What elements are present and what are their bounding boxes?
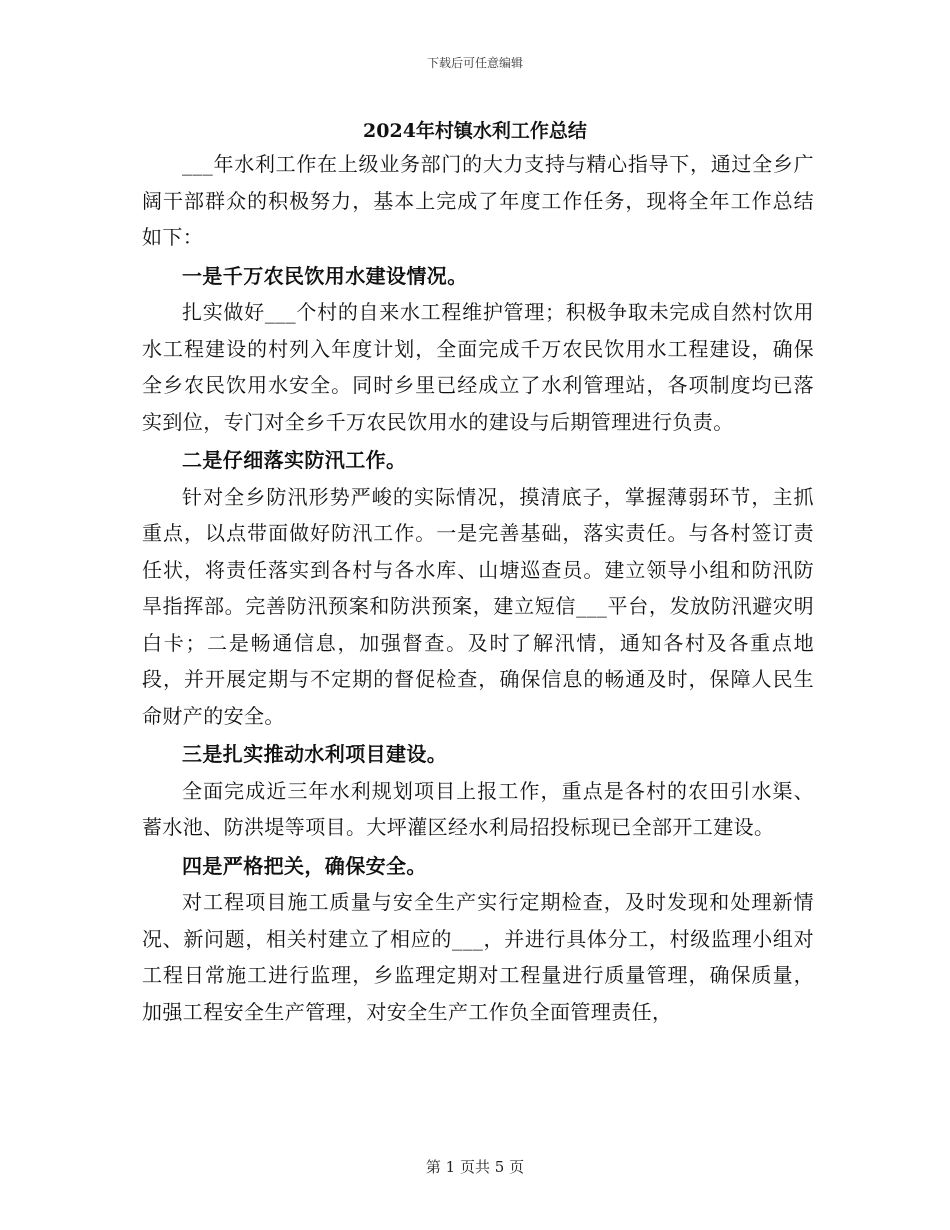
section-heading-2: 二是仔细落实防汛工作。: [182, 448, 407, 472]
section-heading-4: 四是严格把关，确保安全。: [182, 853, 427, 878]
header-note: 下载后可任意编辑: [426, 56, 523, 70]
section-body-2: 针对全乡防汛形势严峻的实际情况，摸清底子，掌握薄弱环节，主抓重点，以点带面做好防汛工作。一是完善基础，落实责任。与各村签订责任状，将责任落实到各村与各水库、山塘巡查员。建立领导小组和防汛防旱指挥部。完善防汛预案和防洪预案，建立短信___平台，发放防汛避灾明白卡；二是畅通信息，加强督查。及时了解汛情，通知各村及各重点地段，并开展定期与不定期的督促检查，确保信息的畅通及时，保障人民生命财产的安全。: [142, 484, 814, 728]
document-body: [142, 146, 814, 1030]
section-heading-3: 三是扎实推动水利项目建设。: [182, 742, 448, 766]
section-body-4: 对工程项目施工质量与安全生产实行定期检查，及时发现和处理新情况、新问题，相关村建立了相应的___，并进行具体分工，村级监理小组对工程日常施工进行监理，乡监理定期对工程量进行质量管理，确保质量，加强工程安全生产管理，对安全生产工作负全面管理责任，: [142, 890, 814, 1024]
section-body-1: 扎实做好___个村的自来水工程维护管理；积极争取未完成自然村饮用水工程建设的村列入年度计划，全面完成千万农民饮用水工程建设，确保全乡农民饮用水安全。同时乡里已经成立了水利管理站，各项制度均已落实到位，专门对全乡千万农民饮用水的建设与后期管理进行负责。: [142, 300, 814, 434]
section-heading-1: 一是千万农民饮用水建设情况。: [182, 263, 468, 288]
section-body-3: 全面完成近三年水利规划项目上报工作，重点是各村的农田引水渠、蓄水池、防洪堤等项目。大坪灌区经水利局招投标现已全部开工建设。: [142, 778, 814, 839]
intro-paragraph: ___年水利工作在上级业务部门的大力支持与精心指导下，通过全乡广阔干部群众的积极努力，基本上完成了年度工作任务，现将全年工作总结如下：: [142, 152, 814, 249]
page-title: 2024年村镇水利工作总结: [363, 120, 587, 142]
page-number: 第 1 页共 5 页: [425, 1158, 525, 1176]
